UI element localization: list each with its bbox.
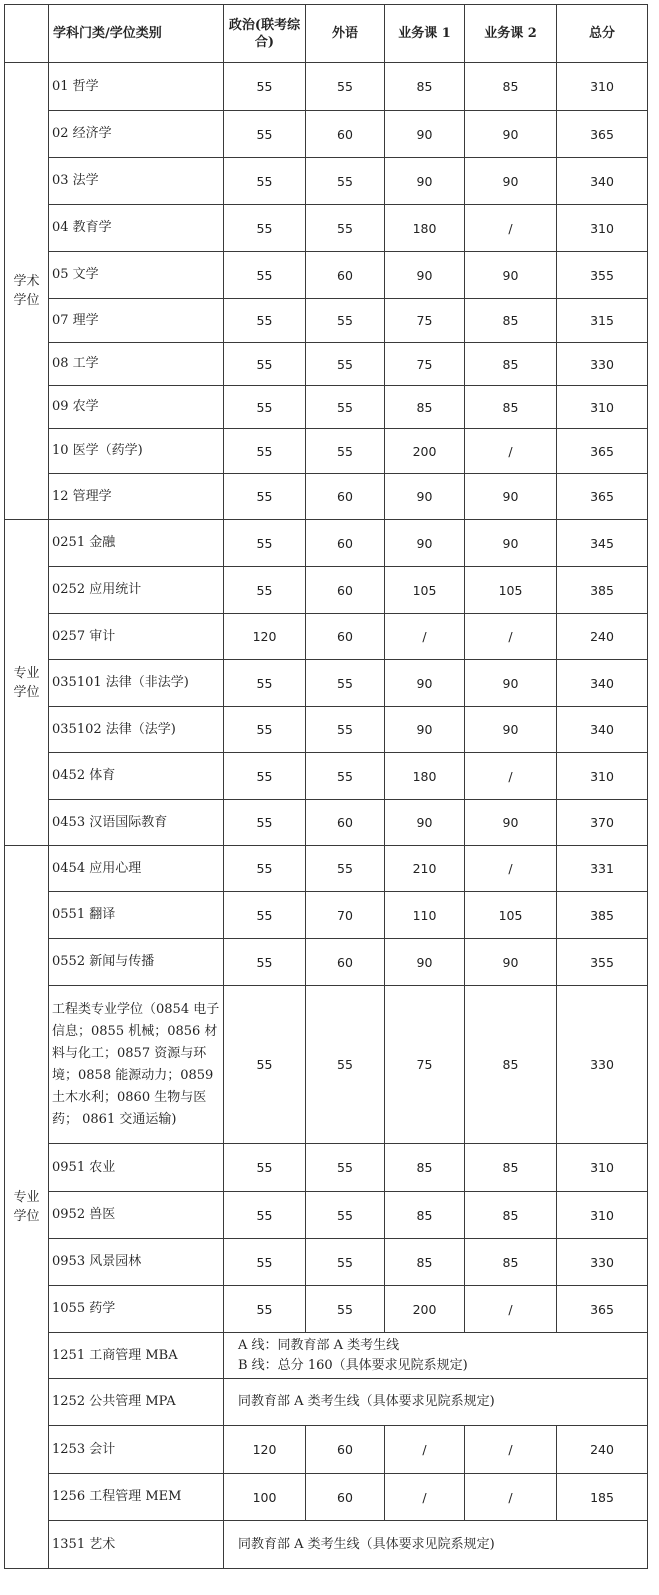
course1-cell: 85 [385, 1192, 465, 1239]
table-row [5, 1426, 648, 1474]
subject-cell: 1256 工程管理 MEM [49, 1474, 224, 1521]
language-cell: 55 [306, 429, 385, 474]
total-cell: 385 [557, 892, 648, 939]
header-course1: 业务课 1 [385, 5, 465, 63]
course2-cell: 90 [465, 939, 557, 986]
total-cell: 345 [557, 520, 648, 567]
subject-cell: 1253 会计 [49, 1426, 224, 1474]
language-cell: 55 [306, 1286, 385, 1333]
course2-cell: 105 [465, 892, 557, 939]
total-cell: 330 [557, 986, 648, 1144]
table-row [5, 520, 648, 567]
politics-cell: 120 [224, 614, 306, 660]
politics-cell: 55 [224, 567, 306, 614]
politics-cell: 55 [224, 800, 306, 846]
total-cell: 355 [557, 939, 648, 986]
total-cell: 365 [557, 429, 648, 474]
table-row [5, 892, 648, 939]
language-cell: 70 [306, 892, 385, 939]
course2-cell: / [465, 1426, 557, 1474]
course1-cell: 90 [385, 800, 465, 846]
course1-cell: 90 [385, 520, 465, 567]
total-cell: 385 [557, 567, 648, 614]
politics-cell: 55 [224, 520, 306, 567]
language-cell: 60 [306, 252, 385, 299]
category-cell [5, 846, 49, 1569]
course1-cell: 85 [385, 63, 465, 111]
course1-cell: 105 [385, 567, 465, 614]
total-cell: 310 [557, 63, 648, 111]
subject-cell: 04 教育学 [49, 205, 224, 252]
language-cell: 55 [306, 846, 385, 892]
language-cell: 55 [306, 386, 385, 429]
subject-cell: 03 法学 [49, 158, 224, 205]
table-row [5, 567, 648, 614]
language-cell: 55 [306, 63, 385, 111]
course1-cell: 90 [385, 707, 465, 753]
course2-cell: 85 [465, 1144, 557, 1192]
politics-cell: 55 [224, 386, 306, 429]
table-row [5, 614, 648, 660]
course2-cell: 90 [465, 474, 557, 520]
table-row [5, 1286, 648, 1333]
language-cell: 60 [306, 939, 385, 986]
language-cell: 55 [306, 986, 385, 1144]
politics-cell: 55 [224, 205, 306, 252]
table-row [5, 63, 648, 111]
language-cell: 60 [306, 800, 385, 846]
course1-cell: 90 [385, 111, 465, 158]
table-row [5, 343, 648, 386]
course2-cell: 90 [465, 520, 557, 567]
politics-cell: 55 [224, 1239, 306, 1286]
header-politics: 政治(联考综合) [224, 5, 306, 63]
course1-cell: 180 [385, 205, 465, 252]
language-cell: 55 [306, 299, 385, 343]
politics-cell: 55 [224, 63, 306, 111]
table-row [5, 939, 648, 986]
table-row [5, 299, 648, 343]
politics-cell: 55 [224, 1144, 306, 1192]
course2-cell: 90 [465, 158, 557, 205]
table-body [5, 63, 648, 1569]
course1-cell: 90 [385, 474, 465, 520]
course1-cell: 180 [385, 753, 465, 800]
total-cell: 310 [557, 205, 648, 252]
note-cell [224, 1521, 648, 1569]
table-row [5, 386, 648, 429]
course1-cell: 90 [385, 660, 465, 707]
language-cell: 60 [306, 614, 385, 660]
language-cell: 60 [306, 1474, 385, 1521]
language-cell: 60 [306, 111, 385, 158]
course2-cell: 85 [465, 63, 557, 111]
language-cell: 55 [306, 158, 385, 205]
subject-cell: 10 医学（药学) [49, 429, 224, 474]
politics-cell: 55 [224, 299, 306, 343]
politics-cell: 55 [224, 158, 306, 205]
politics-cell: 55 [224, 1286, 306, 1333]
note-line: A 线：同教育部 A 类考生线 [238, 1337, 400, 1353]
language-cell: 55 [306, 1144, 385, 1192]
course2-cell: 85 [465, 386, 557, 429]
header-blank [5, 5, 49, 63]
header-total: 总分 [557, 5, 648, 63]
course1-cell: / [385, 1474, 465, 1521]
subject-cell: 0454 应用心理 [49, 846, 224, 892]
course2-cell: 85 [465, 343, 557, 386]
politics-cell: 55 [224, 707, 306, 753]
language-cell: 55 [306, 660, 385, 707]
total-cell: 185 [557, 1474, 648, 1521]
course2-cell: / [465, 846, 557, 892]
course2-cell: / [465, 1286, 557, 1333]
language-cell: 55 [306, 707, 385, 753]
course1-cell: 200 [385, 429, 465, 474]
category-label: 专业学位 [13, 1190, 40, 1224]
subject-cell: 035102 法律（法学) [49, 707, 224, 753]
total-cell: 365 [557, 111, 648, 158]
politics-cell: 55 [224, 939, 306, 986]
politics-cell: 55 [224, 252, 306, 299]
language-cell: 55 [306, 205, 385, 252]
subject-cell: 09 农学 [49, 386, 224, 429]
subject-cell: 0953 风景园林 [49, 1239, 224, 1286]
note-cell [224, 1379, 648, 1426]
total-cell: 310 [557, 753, 648, 800]
category-cell [5, 63, 49, 520]
subject-cell: 0552 新闻与传播 [49, 939, 224, 986]
header-subject: 学科门类/学位类别 [49, 5, 224, 63]
course1-cell: 200 [385, 1286, 465, 1333]
table-row [5, 800, 648, 846]
subject-cell: 05 文学 [49, 252, 224, 299]
course2-cell: 90 [465, 660, 557, 707]
course2-cell: 90 [465, 252, 557, 299]
category-label: 学术学位 [13, 274, 40, 308]
table-row [5, 846, 648, 892]
subject-cell: 1252 公共管理 MPA [49, 1379, 224, 1426]
table-row [5, 986, 648, 1144]
total-cell: 330 [557, 343, 648, 386]
politics-cell: 55 [224, 1192, 306, 1239]
table-row [5, 1474, 648, 1521]
subject-cell: 0251 金融 [49, 520, 224, 567]
course1-cell: / [385, 614, 465, 660]
course1-cell: 90 [385, 158, 465, 205]
total-cell: 331 [557, 846, 648, 892]
course2-cell: / [465, 205, 557, 252]
course2-cell: 90 [465, 111, 557, 158]
course1-cell: 75 [385, 986, 465, 1144]
course1-cell: 90 [385, 252, 465, 299]
course1-cell: 85 [385, 1239, 465, 1286]
politics-cell: 55 [224, 343, 306, 386]
course2-cell: / [465, 429, 557, 474]
subject-cell: 1055 药学 [49, 1286, 224, 1333]
table-row [5, 1144, 648, 1192]
note-line: 同教育部 A 类考生线（具体要求见院系规定) [238, 1536, 495, 1552]
total-cell: 355 [557, 252, 648, 299]
course1-cell: / [385, 1426, 465, 1474]
subject-cell: 01 哲学 [49, 63, 224, 111]
course2-cell: 105 [465, 567, 557, 614]
table-row [5, 660, 648, 707]
course2-cell: 90 [465, 800, 557, 846]
total-cell: 365 [557, 474, 648, 520]
table-row [5, 707, 648, 753]
table-row [5, 1521, 648, 1569]
course2-cell: / [465, 753, 557, 800]
course1-cell: 85 [385, 386, 465, 429]
total-cell: 365 [557, 1286, 648, 1333]
table-row [5, 205, 648, 252]
subject-cell: 0452 体育 [49, 753, 224, 800]
language-cell: 55 [306, 1239, 385, 1286]
politics-cell: 55 [224, 986, 306, 1144]
politics-cell: 55 [224, 892, 306, 939]
politics-cell: 120 [224, 1426, 306, 1474]
table-row [5, 474, 648, 520]
table-row [5, 158, 648, 205]
table-row [5, 1192, 648, 1239]
course1-cell: 110 [385, 892, 465, 939]
note-cell [224, 1333, 648, 1379]
course2-cell: 85 [465, 1239, 557, 1286]
note-line: B 线：总分 160（具体要求见院系规定) [238, 1357, 468, 1373]
subject-cell: 0952 兽医 [49, 1192, 224, 1239]
total-cell: 330 [557, 1239, 648, 1286]
subject-cell: 0252 应用统计 [49, 567, 224, 614]
course1-cell: 210 [385, 846, 465, 892]
total-cell: 340 [557, 158, 648, 205]
total-cell: 315 [557, 299, 648, 343]
total-cell: 310 [557, 1144, 648, 1192]
header-language: 外语 [306, 5, 385, 63]
table-row [5, 1239, 648, 1286]
subject-cell: 0257 审计 [49, 614, 224, 660]
score-table [4, 4, 648, 1569]
subject-cell: 12 管理学 [49, 474, 224, 520]
subject-cell: 1351 艺术 [49, 1521, 224, 1569]
table-row [5, 429, 648, 474]
total-cell: 310 [557, 1192, 648, 1239]
total-cell: 340 [557, 707, 648, 753]
total-cell: 340 [557, 660, 648, 707]
course2-cell: 85 [465, 986, 557, 1144]
language-cell: 60 [306, 1426, 385, 1474]
table-row [5, 111, 648, 158]
language-cell: 60 [306, 474, 385, 520]
subject-cell: 1251 工商管理 MBA [49, 1333, 224, 1379]
politics-cell: 55 [224, 846, 306, 892]
subject-cell: 工程类专业学位（0854 电子信息；0855 机械；0856 材料与化工；0857 资源与环境；0858 能源动力；0859 土木水利；0860 生物与医药； 0861 交通运输) [49, 986, 224, 1144]
table-row [5, 1379, 648, 1426]
politics-cell: 55 [224, 474, 306, 520]
table-row [5, 1333, 648, 1379]
subject-cell: 08 工学 [49, 343, 224, 386]
table-row [5, 252, 648, 299]
total-cell: 370 [557, 800, 648, 846]
course1-cell: 90 [385, 939, 465, 986]
total-cell: 240 [557, 614, 648, 660]
category-label: 专业学位 [13, 665, 40, 700]
subject-cell: 035101 法律（非法学) [49, 660, 224, 707]
course2-cell: / [465, 1474, 557, 1521]
course2-cell: / [465, 614, 557, 660]
course2-cell: 90 [465, 707, 557, 753]
table-row [5, 753, 648, 800]
header-row [5, 5, 648, 63]
language-cell: 60 [306, 567, 385, 614]
total-cell: 310 [557, 386, 648, 429]
language-cell: 55 [306, 753, 385, 800]
course1-cell: 75 [385, 299, 465, 343]
politics-cell: 55 [224, 753, 306, 800]
course2-cell: 85 [465, 299, 557, 343]
subject-cell: 0951 农业 [49, 1144, 224, 1192]
course1-cell: 85 [385, 1144, 465, 1192]
politics-cell: 55 [224, 429, 306, 474]
politics-cell: 100 [224, 1474, 306, 1521]
total-cell: 240 [557, 1426, 648, 1474]
note-line: 同教育部 A 类考生线（具体要求见院系规定) [238, 1394, 495, 1409]
subject-cell: 02 经济学 [49, 111, 224, 158]
course1-cell: 75 [385, 343, 465, 386]
language-cell: 55 [306, 343, 385, 386]
politics-cell: 55 [224, 660, 306, 707]
subject-cell: 0551 翻译 [49, 892, 224, 939]
subject-cell: 07 理学 [49, 299, 224, 343]
header-course2: 业务课 2 [465, 5, 557, 63]
politics-cell: 55 [224, 111, 306, 158]
language-cell: 60 [306, 520, 385, 567]
subject-cell: 0453 汉语国际教育 [49, 800, 224, 846]
course2-cell: 85 [465, 1192, 557, 1239]
language-cell: 55 [306, 1192, 385, 1239]
category-cell [5, 520, 49, 846]
